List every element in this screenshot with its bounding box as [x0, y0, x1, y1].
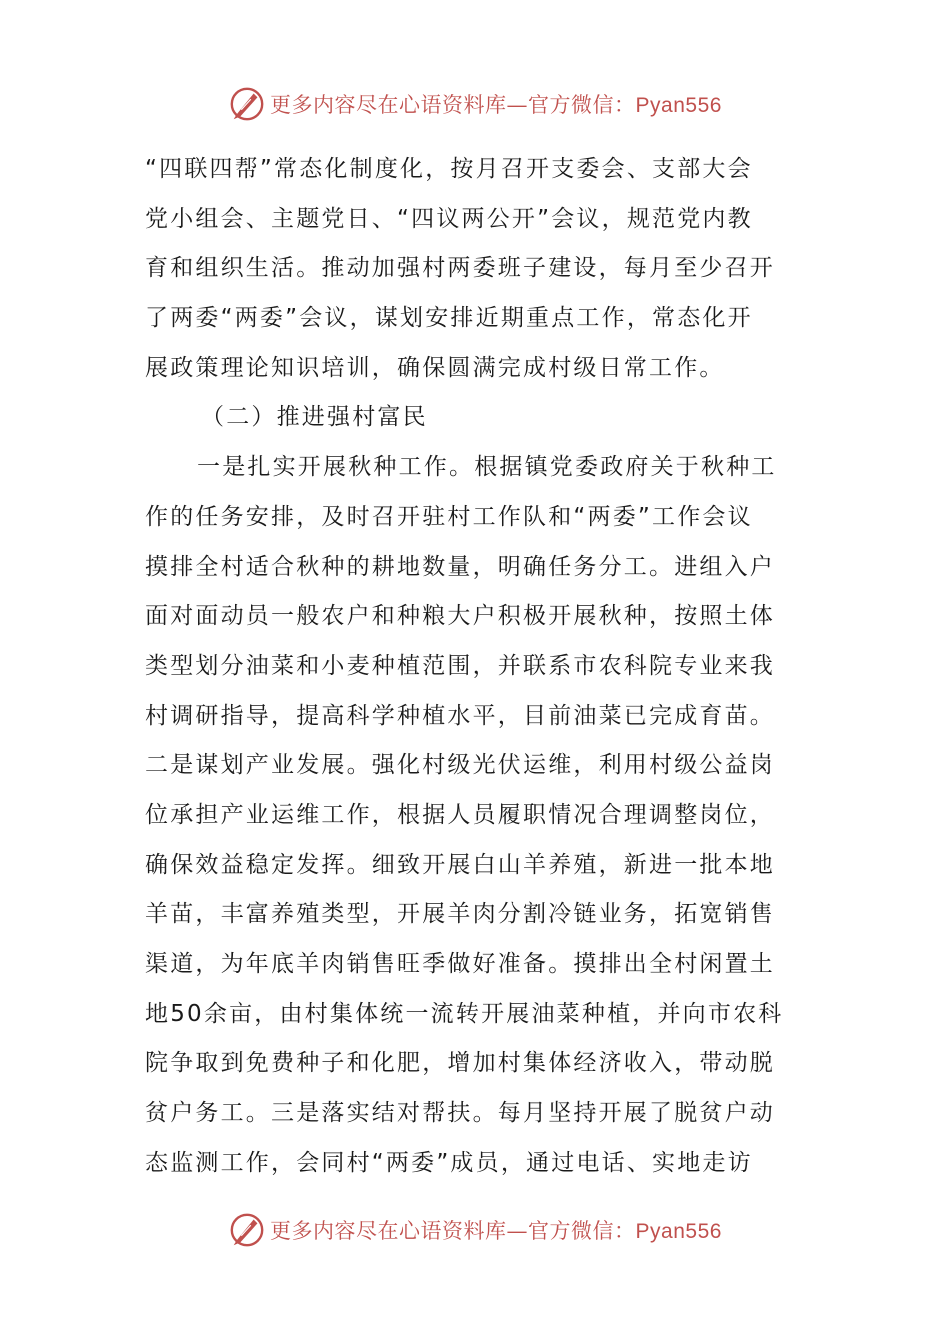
text-line: 羊苗，丰富养殖类型，开展羊肉分割冷链业务，拓宽销售: [145, 901, 775, 928]
text-line: 地50余亩，由村集体统一流转开展油菜种植，并向市农科: [145, 1000, 784, 1027]
text-line: 作的任务安排，及时召开驻村工作队和“两委”工作会议: [145, 503, 753, 530]
text-line: 态监测工作，会同村“两委”成员，通过电话、实地走访: [145, 1149, 753, 1176]
text-line: 二是谋划产业发展。强化村级光伏运维，利用村级公益岗: [145, 752, 775, 779]
text-line: 了两委“两委”会议，谋划安排近期重点工作，常态化开: [145, 305, 753, 332]
text-line: 贫户务工。三是落实结对帮扶。每月坚持开展了脱贫户动: [145, 1100, 775, 1127]
text-line: 育和组织生活。推动加强村两委班子建设，每月至少召开: [145, 255, 775, 282]
text-line: 一是扎实开展秋种工作。根据镇党委政府关于秋种工: [197, 454, 777, 481]
text-line: 院争取到免费种子和化肥，增加村集体经济收入，带动脱: [145, 1050, 775, 1077]
text-line: 位承担产业运维工作，根据人员履职情况合理调整岗位，: [145, 801, 775, 828]
text-line: 摸排全村适合秋种的耕地数量，明确任务分工。进组入户: [145, 553, 775, 580]
footer-banner: [0, 1210, 950, 1250]
banner-main-text: 更多内容尽在心语资料库—官方微信：: [270, 93, 636, 117]
header-banner: [0, 84, 950, 124]
banner-wechat-id: Pyan556: [635, 94, 722, 117]
text-line: 党小组会、主题党日、“四议两公开”会议，规范党内教: [145, 205, 753, 232]
banner-text: [270, 89, 722, 119]
banner-wechat-id: Pyan556: [635, 1220, 722, 1243]
banner-main-text: 更多内容尽在心语资料库—官方微信：: [270, 1219, 636, 1243]
quill-pen-logo-icon: [228, 1211, 266, 1249]
banner-text: [270, 1215, 722, 1245]
quill-pen-logo-icon: [228, 85, 266, 123]
text-line: “四联四帮”常态化制度化，按月召开支委会、支部大会: [145, 156, 753, 182]
text-line: 面对面动员一般农户和种粮大户积极开展秋种，按照土体: [145, 603, 775, 630]
body-text: [145, 145, 807, 1188]
text-line: 展政策理论知识培训，确保圆满完成村级日常工作。: [145, 354, 725, 381]
text-line: 渠道，为年底羊肉销售旺季做好准备。摸排出全村闲置土: [145, 951, 775, 977]
text-line: 确保效益稳定发挥。细致开展白山羊养殖，新进一批本地: [145, 851, 775, 878]
text-line: 村调研指导，提高科学种植水平，目前油菜已完成育苗。: [145, 702, 775, 729]
section-heading: （二）推进强村富民: [201, 404, 428, 431]
text-line: 类型划分油菜和小麦种植范围，并联系市农科院专业来我: [145, 652, 775, 679]
